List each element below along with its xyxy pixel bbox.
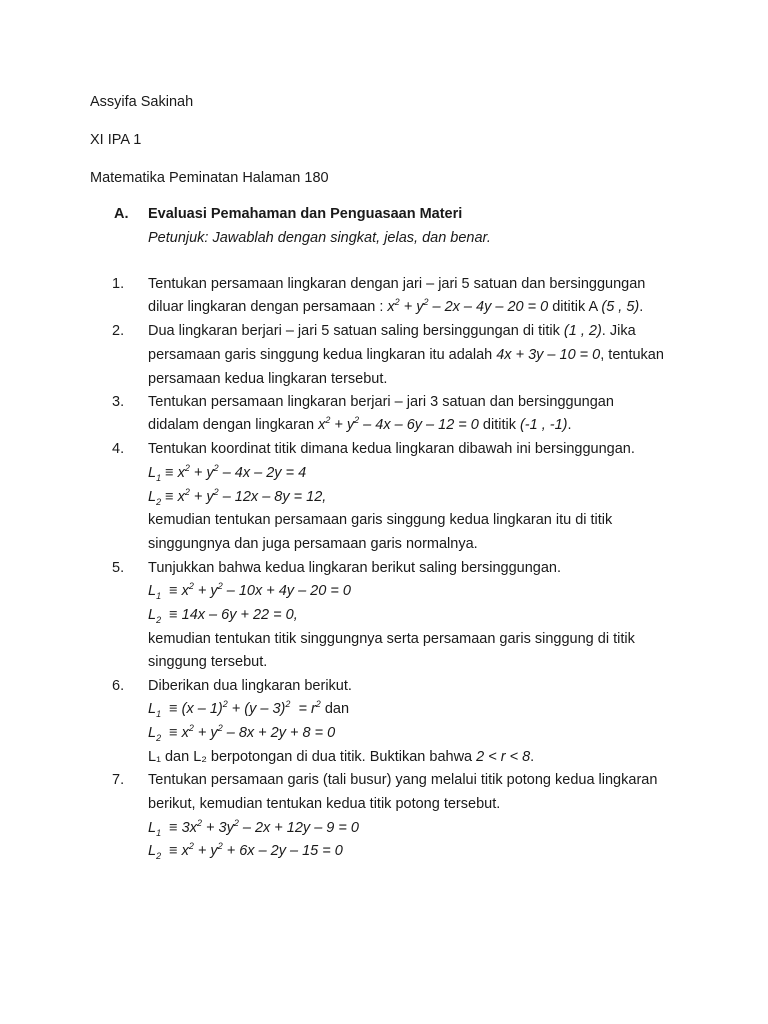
question-number: 2. — [112, 323, 125, 339]
equation-l1: $L_1 \equiv x^2 + y^2 - 10x + 4y - 20 = 0$ — [148, 581, 351, 601]
question-6-text: L₁ dan L₂ berpotongan di dua titik. Buktikan bahwa 2 < r < 8. — [148, 749, 535, 765]
question-4-text: singgungnya dan juga persamaan garis normalnya. — [148, 536, 478, 552]
question-3-text: didalam dengan lingkaran $x^2 + y^2 - 4x - 6y - 12 = 0$ dititik (-1 , -1). — [148, 415, 572, 433]
question-number: 3. — [112, 394, 125, 410]
question-2-text: Dua lingkaran berjari – jari 5 satuan saling bersinggungan di titik (1 , 2). Jika — [148, 323, 636, 339]
question-7-text: berikut, kemudian tentukan kedua titik potong tersebut. — [148, 796, 501, 812]
question-7-text: Tentukan persamaan garis (tali busur) yang melalui titik potong kedua lingkaran — [148, 772, 658, 788]
question-4-text: kemudian tentukan persamaan garis singgung kedua lingkaran itu di titik — [148, 512, 613, 528]
question-2-text: persamaan garis singgung kedua lingkaran itu adalah 4x + 3y – 10 = 0, tentukan — [148, 347, 664, 363]
section-title: Evaluasi Pemahaman dan Penguasaan Materi — [148, 206, 463, 222]
question-number: 4. — [112, 441, 125, 457]
question-number: 5. — [112, 560, 125, 576]
question-4-text: Tentukan koordinat titik dimana kedua lingkaran dibawah ini bersinggungan. — [148, 441, 635, 457]
equation-l2: $L_2 \equiv x^2 + y^2 + 6x - 2y - 15 = 0$ — [148, 841, 343, 861]
question-number: 7. — [112, 772, 125, 788]
equation-l2: $L_2 \equiv 14x - 6y + 22 = 0$, — [148, 607, 298, 625]
question-1-text: Tentukan persamaan lingkaran dengan jari – jari 5 satuan dan bersinggungan — [148, 276, 646, 292]
question-5-text: Tunjukkan bahwa kedua lingkaran berikut saling bersinggungan. — [148, 560, 561, 576]
subject-title: Matematika Peminatan Halaman 180 — [90, 170, 329, 186]
equation-l1: $L_1 \equiv 3x^2 + 3y^2 - 2x + 12y - 9 = 0$ — [148, 818, 359, 838]
question-1-text: diluar lingkaran dengan persamaan : $x^2 + y^2 - 2x - 4y - 20 = 0$ dititik A (5 , 5). — [148, 297, 644, 315]
equation-l1: $L_1 \equiv (x - 1)^2 + (y - 3)^2 = r^2$ dan — [148, 699, 350, 719]
question-3-text: Tentukan persamaan lingkaran berjari – jari 3 satuan dan bersinggungan — [148, 394, 614, 410]
equation-l1: $L_1 \equiv x^2 + y^2 - 4x - 2y = 4$ — [148, 463, 307, 483]
equation-l2: $L_2 \equiv x^2 + y^2 - 12x - 8y = 12$, — [148, 487, 327, 507]
question-5-text: singgung tersebut. — [148, 654, 268, 670]
student-class: XI IPA 1 — [90, 132, 142, 148]
section-letter: A. — [114, 206, 129, 222]
question-5-text: kemudian tentukan titik singgungnya serta persamaan garis singgung di titik — [148, 631, 635, 647]
question-6-text: Diberikan dua lingkaran berikut. — [148, 678, 352, 694]
question-number: 1. — [112, 276, 125, 292]
question-2-text: persamaan kedua lingkaran tersebut. — [148, 371, 388, 387]
section-instruction: Petunjuk: Jawablah dengan singkat, jelas, dan benar. — [148, 230, 491, 246]
question-number: 6. — [112, 678, 125, 694]
equation-l2: $L_2 \equiv x^2 + y^2 - 8x + 2y + 8 = 0$ — [148, 723, 336, 743]
student-name: Assyifa Sakinah — [90, 94, 194, 110]
